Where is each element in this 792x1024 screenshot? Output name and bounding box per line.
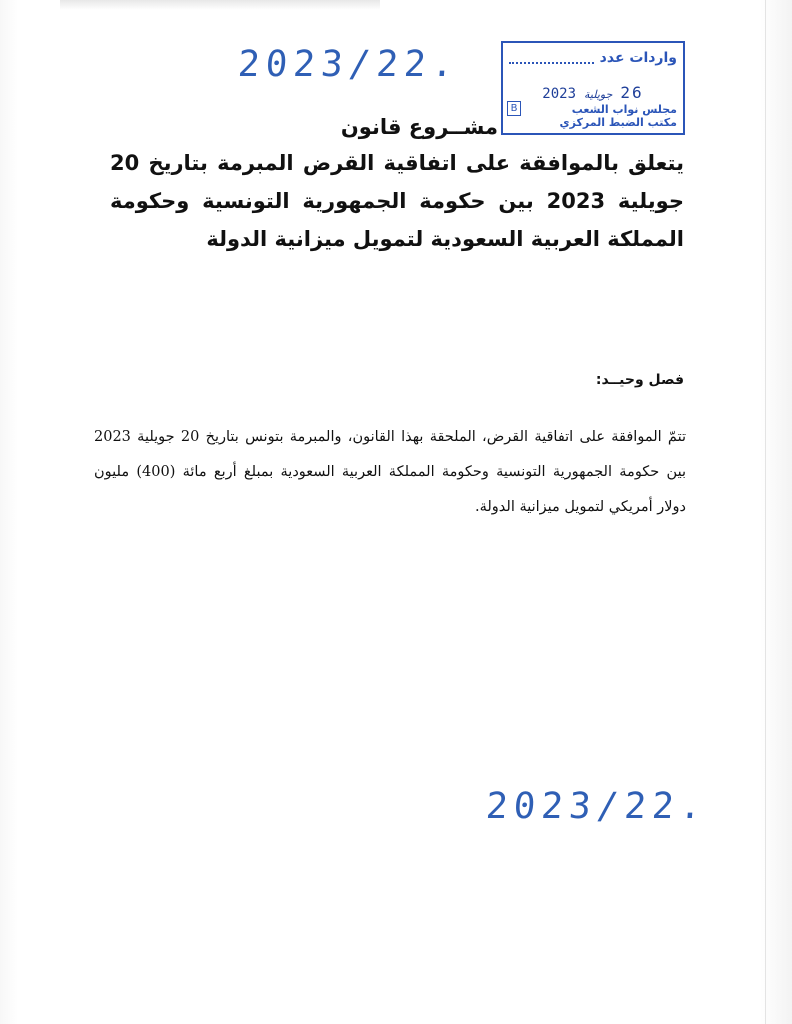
- reference-number-top: 2023/22.: [236, 44, 461, 85]
- document-title: يتعلق بالموافقة على اتفاقية القرض المبرمة بتاريخ 20 جويلية 2023 بين حكومة الجمهورية التونسية وحكومة المملكة العربية السعودية لتمويل ميزانية الدولة: [110, 151, 684, 251]
- stamp-date-year: 2023: [542, 86, 577, 102]
- stamp-date: [533, 83, 653, 102]
- title-block: [110, 112, 684, 258]
- stamp-header: [509, 47, 677, 69]
- scan-smudge: [60, 0, 380, 10]
- stamp-office: مكتب الضبط المركزي: [559, 116, 677, 129]
- reference-number-bottom: 2023/22.: [484, 786, 709, 827]
- document-type: مشــروع قانون: [340, 115, 498, 139]
- section-heading: فصل وحيــد:: [595, 372, 684, 388]
- stamp-title: واردات عدد: [599, 50, 677, 66]
- stamp-date-day: 26: [620, 83, 644, 102]
- article-body: تتمّ الموافقة على اتفاقية القرض، الملحقة بهذا القانون، والمبرمة بتونس بتاريخ 20 جويلية 2023 بين حكومة الجمهورية التونسية وحكومة المملكة العربية السعودية بمبلغ أربع مائة (400) مليون دولار أمريكي لتمويل ميزانية الدولة.: [94, 429, 686, 515]
- stamp-institution: مجلس نواب الشعب: [571, 103, 677, 116]
- scan-edge-line: [765, 0, 766, 1024]
- stamp-letter-box: B: [507, 101, 521, 116]
- stamp-dotted-line: [509, 52, 594, 64]
- stamp-date-month: جويلية: [584, 88, 613, 101]
